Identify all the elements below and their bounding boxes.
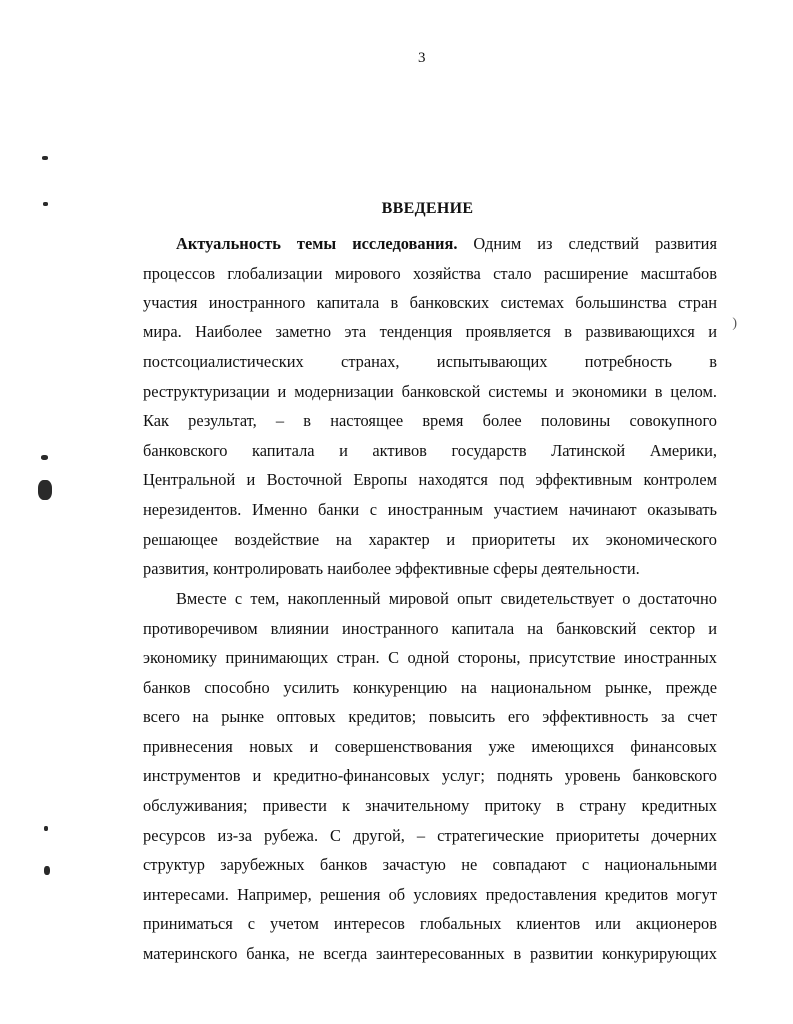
paragraph-line: материнского банка, не всегда заинтересованных в развитии конкурирующих (143, 944, 717, 963)
paragraph-line: интересами. Например, решения об условиях предоставления кредитов могут (143, 885, 717, 904)
paragraph-line: противоречивом влиянии иностранного капитала на банковский сектор и (143, 619, 717, 638)
scan-artifact (42, 156, 48, 160)
paragraph-line: решающее воздействие на характер и приоритеты их экономического (143, 530, 717, 549)
paragraph-line: ресурсов из-за рубежа. С другой, – стратегические приоритеты дочерних (143, 826, 717, 845)
paragraph-line: инструментов и кредитно-финансовых услуг; поднять уровень банковского (143, 766, 717, 785)
paragraph-line: постсоциалистических странах, испытывающих потребность в (143, 352, 717, 371)
paragraph-line (176, 234, 717, 254)
page-title: ВВЕДЕНИЕ (381, 200, 474, 217)
scan-artifact (44, 866, 50, 875)
scan-artifact (41, 455, 48, 460)
paragraph-line: участия иностранного капитала в банковских системах большинства стран (143, 293, 717, 312)
lead-phrase: Актуальность темы исследования. (176, 234, 458, 253)
paragraph-line: всего на рынке оптовых кредитов; повысить его эффективность за счет (143, 707, 717, 726)
paragraph-line: реструктуризации и модернизации банковской системы и экономики в целом. (143, 382, 717, 401)
paragraph-line: процессов глобализации мирового хозяйства стало расширение масштабов (143, 264, 717, 283)
paragraph-line: Как результат, – в настоящее время более половины совокупного (143, 411, 717, 430)
paragraph-line: привнесения новых и совершенствования уже имеющихся финансовых (143, 737, 717, 756)
paragraph-line: приниматься с учетом интересов глобальных клиентов или акционеров (143, 914, 717, 933)
scan-artifact (38, 480, 52, 500)
paragraph-line: банков способно усилить конкуренцию на национальном рынке, прежде (143, 678, 717, 697)
paragraph-line: обслуживания; привести к значительному притоку в страну кредитных (143, 796, 717, 815)
paragraph-line: мира. Наиболее заметно эта тенденция проявляется в развивающихся и (143, 322, 717, 341)
paragraph-line: банковского капитала и активов государств Латинской Америки, (143, 441, 717, 460)
paragraph-line: структур зарубежных банков зачастую не совпадают с национальными (143, 855, 717, 874)
paragraph-line: экономику принимающих стран. С одной стороны, присутствие иностранных (143, 648, 717, 667)
margin-mark: ) (732, 316, 737, 331)
line-text: Одним из следствий развития (457, 234, 717, 253)
paragraph-line: Вместе с тем, накопленный мировой опыт свидетельствует о достаточно (176, 589, 717, 608)
paragraph-line: Центральной и Восточной Европы находятся под эффективным контролем (143, 470, 717, 489)
paragraph-line: развития, контролировать наиболее эффективные сферы деятельности. (143, 559, 640, 578)
scan-artifact (44, 826, 48, 831)
paragraph-line: нерезидентов. Именно банки с иностранным участием начинают оказывать (143, 500, 717, 519)
page-number: 3 (418, 50, 426, 66)
